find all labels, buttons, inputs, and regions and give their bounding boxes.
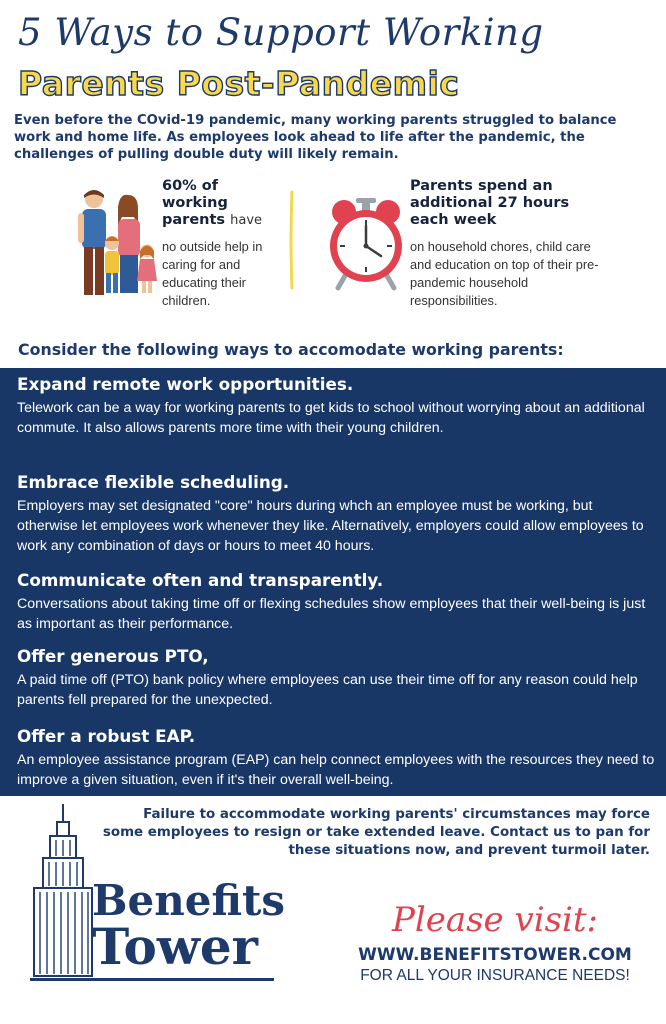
logo-benefits-text: Benefits (92, 876, 286, 925)
tower-building-icon (28, 802, 98, 980)
stat-2-headline: Parents spend an additional 27 hours each week (410, 178, 570, 228)
title-main: Parents Post-Pandemic (18, 64, 460, 103)
title-script: 5 Ways to Support Working (18, 11, 544, 54)
stat-1-headline-suffix: have (230, 213, 263, 228)
logo-underline (30, 978, 274, 981)
tip-remote-work (17, 373, 657, 438)
alarm-clock-icon (326, 196, 406, 292)
tip-robust-eap (17, 725, 657, 790)
tip-title: Expand remote work opportunities. (17, 374, 354, 394)
intro-paragraph: Even before the COvid-19 pandemic, many working parents struggled to balance work and home life. As employees look ahead to life after the pandemic, the challenges of pulling double duty will likely remain. (14, 113, 617, 162)
tip-body: Telework can be a way for working parents to get kids to school without worrying about an additional commute. It also allows parents more time with their young children. (17, 400, 645, 436)
stat-1-headline (162, 178, 272, 229)
stat-2-body: on household chores, child care and education on top of their pre-pandemic household responsibilities. (410, 239, 599, 308)
website-link[interactable]: WWW.BENEFITSTOWER.COM (358, 945, 632, 965)
tip-title: Offer a robust EAP. (17, 726, 196, 746)
section-heading: Consider the following ways to accomodate working parents: (18, 340, 564, 359)
tip-body: Employers may set designated "core" hours during whch an employee must be working, but otherwise let employees work whenever they like. Alternatively, employers could allow employees to work any combination of days or hours to meet 40 hours. (17, 498, 644, 554)
tip-body: Conversations about taking time off or flexing schedules show employees that their well-being is just as important as their performance. (17, 596, 646, 632)
tip-flexible-scheduling (17, 471, 657, 556)
tagline: FOR ALL YOUR INSURANCE NEEDS! (360, 967, 630, 984)
closing-paragraph: Failure to accommodate working parents' circumstances may force some employees to resign or take extended leave. Contact us to pan for these situations now, and prevent turmoil later. (102, 807, 650, 858)
logo-tower-text: Tower (92, 917, 259, 976)
tip-title: Embrace flexible scheduling. (17, 472, 290, 492)
tip-generous-pto (17, 645, 657, 710)
please-visit-heading: Please visit: (391, 900, 599, 940)
tips-panel (0, 368, 666, 796)
tip-body: A paid time off (PTO) bank policy where employees can use their time off for any reason could help parents fell prepared for the unexpected. (17, 672, 638, 708)
stat-1-headline-text: 60% of working parents (162, 178, 228, 228)
family-icon (70, 185, 162, 305)
tip-body: An employee assistance program (EAP) can help connect employees with the resources they need to improve a given situation, even if it's their overall well-being. (17, 752, 655, 788)
tip-title: Offer generous PTO, (17, 646, 209, 666)
divider-line (289, 190, 295, 290)
tip-communicate (17, 569, 657, 634)
stat-1-body: no outside help in caring for and educating their children. (162, 239, 263, 308)
tip-title: Communicate often and transparently. (17, 570, 384, 590)
